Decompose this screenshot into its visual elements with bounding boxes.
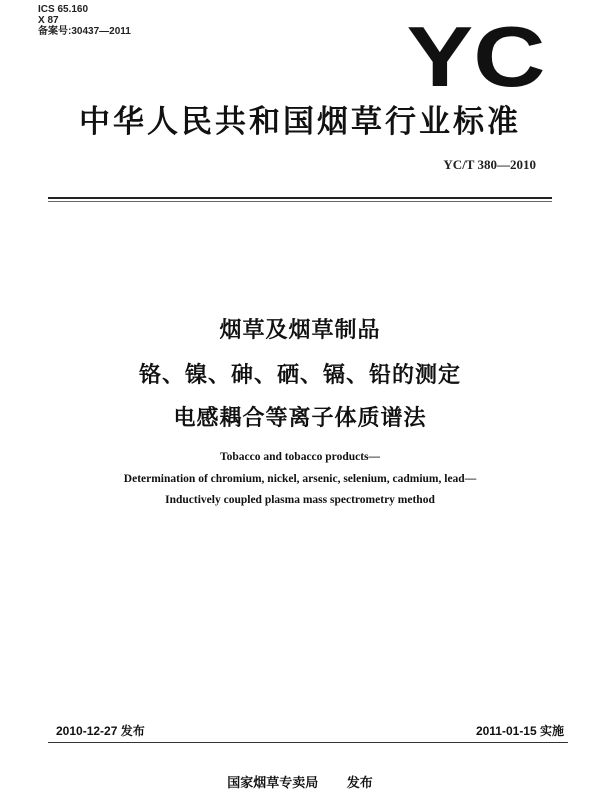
ccs-code: X 87 [38, 15, 59, 26]
header-divider [48, 197, 552, 199]
cn-title-line-1: 烟草及烟草制品 [219, 318, 381, 343]
standard-code: YC/T 380—2010 [443, 157, 536, 172]
issuer-name: 国家烟草专卖局 [227, 776, 319, 791]
header-divider-thin [48, 201, 552, 202]
issuer-line [0, 772, 600, 791]
ics-code: ICS 65.160 [38, 4, 89, 15]
issue-date: 2010-12-27 发布 [56, 724, 145, 738]
yc-logo-text: YC [406, 9, 546, 92]
cn-title-line-3: 电感耦合等离子体质谱法 [173, 406, 427, 431]
en-title-line-3: Inductively coupled plasma mass spectrometry method [165, 494, 435, 506]
cn-title-line-2: 铬、镍、砷、硒、镉、铅的测定 [138, 363, 461, 388]
implementation-date: 2011-01-15 实施 [475, 724, 564, 738]
en-title-line-2: Determination of chromium, nickel, arsenic, selenium, cadmium, lead— [123, 473, 477, 485]
en-title-line-1: Tobacco and tobacco products— [219, 451, 381, 463]
classification-block [38, 4, 131, 37]
yc-logo [396, 8, 556, 92]
record-number: 备案号:30437—2011 [38, 26, 131, 37]
standard-category-title: 中华人民共和国烟草行业标准 [79, 104, 521, 140]
footer-divider [48, 742, 568, 743]
issuer-action: 发布 [346, 776, 373, 791]
